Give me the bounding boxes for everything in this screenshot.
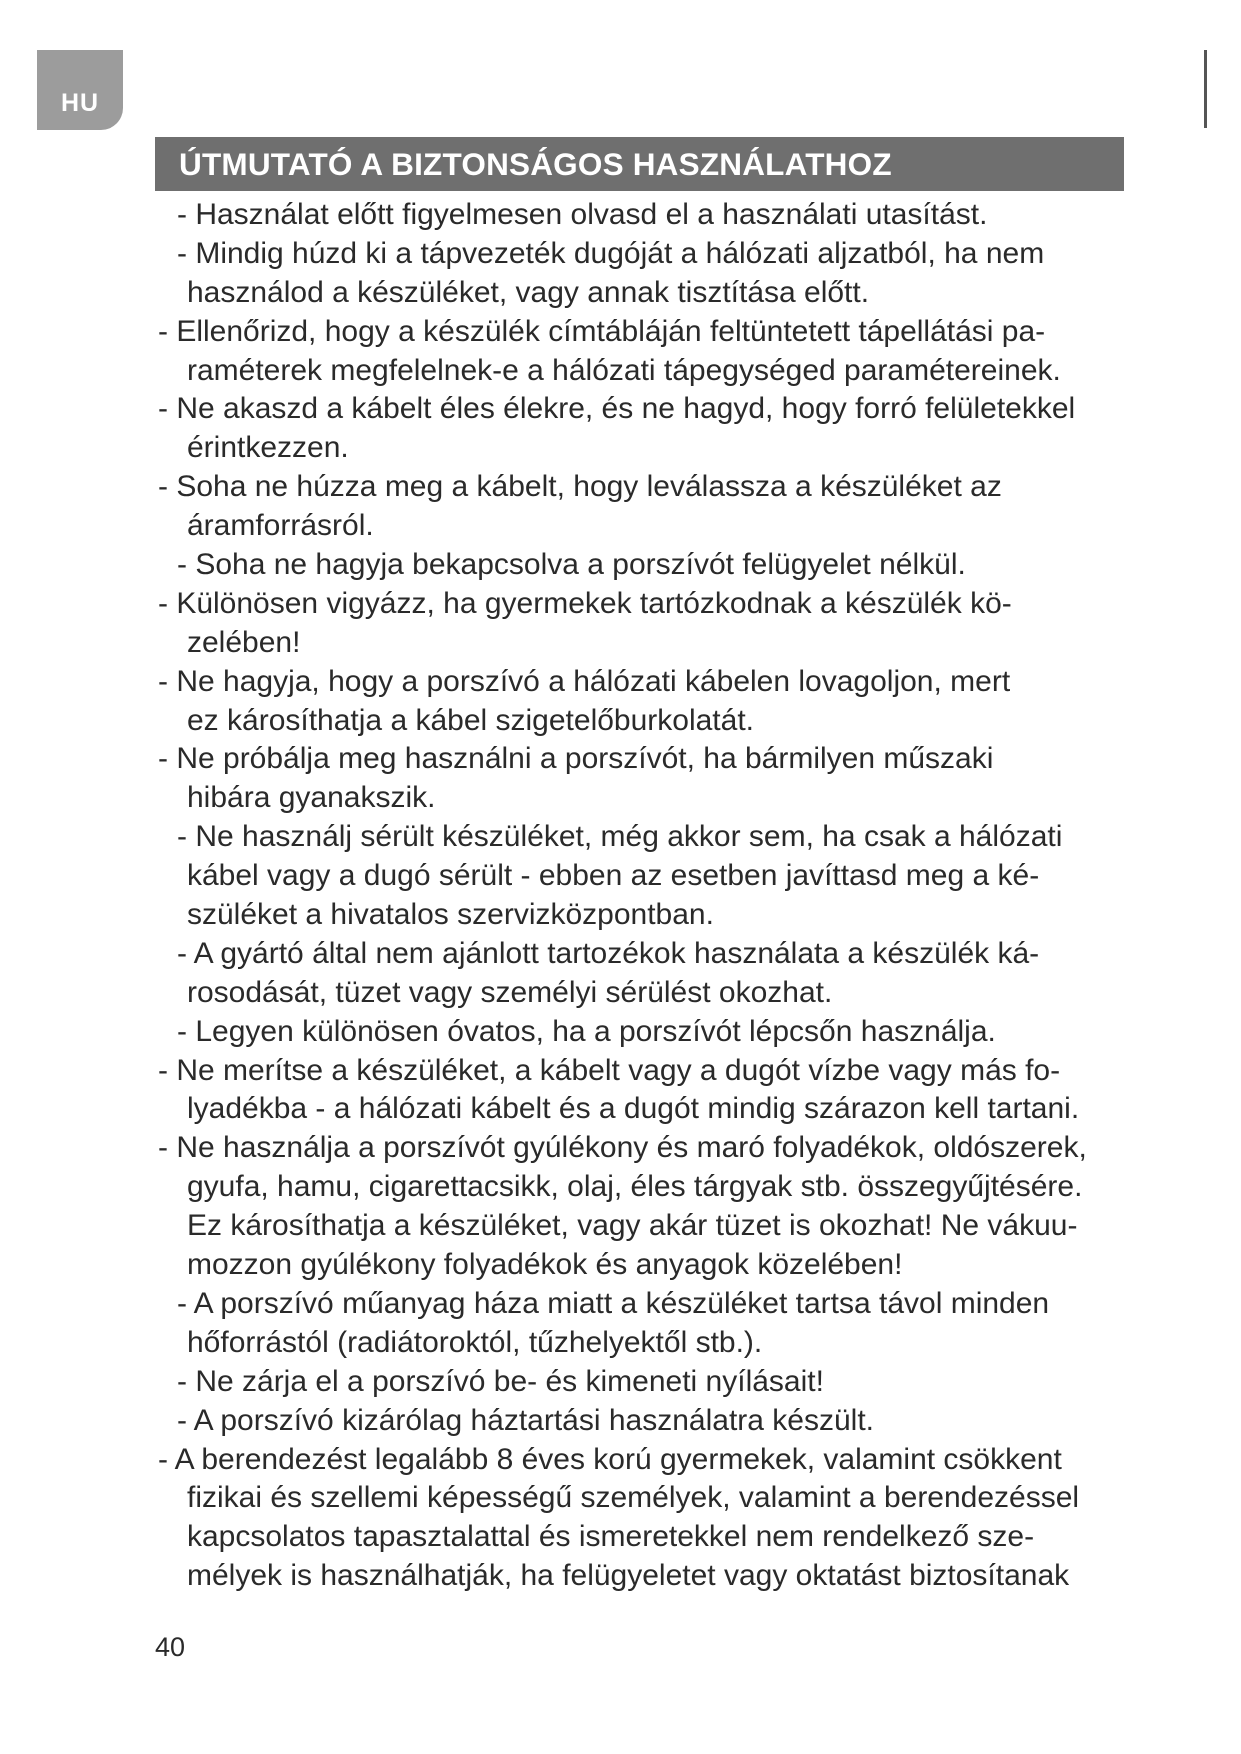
language-code: HU (60, 89, 100, 117)
text-line: használod a készüléket, vagy annak tisztítása előtt. (187, 275, 870, 309)
text-line: - Ne akaszd a kábelt éles élekre, és ne hagyd, hogy forró felületekkel (158, 392, 1076, 426)
text-line: - Használat előtt figyelmesen olvasd el a használati utasítást. (177, 198, 988, 231)
page-number: 40 (155, 1632, 186, 1662)
text-line: hőforrástól (radiátoroktól, tűzhelyektől stb.). (187, 1325, 763, 1359)
text-line: raméterek megfelelnek-e a hálózati tápegységed paramétereinek. (187, 353, 1061, 387)
text-line: Ez károsíthatja a készüléket, vagy akár tüzet is okozhat! Ne vákuu- (187, 1209, 1078, 1243)
language-tab (37, 50, 123, 130)
text-line: - A berendezést legalább 8 éves korú gyermekek, valamint csökkent (158, 1442, 1062, 1476)
text-line: - Legyen különösen óvatos, ha a porszívót lépcsőn használja. (177, 1014, 996, 1048)
text-line: - Soha ne húzza meg a kábelt, hogy leválassza a készüléket az (158, 470, 1002, 504)
text-line: - Ne próbálja meg használni a porszívót, ha bármilyen műszaki (158, 742, 994, 776)
text-line: mélyek is használhatják, ha felügyeletet vagy oktatást biztosítanak (187, 1559, 1070, 1593)
text-line: érintkezzen. (187, 431, 349, 465)
section-heading-bar (155, 137, 1124, 191)
text-line: rosodását, tüzet vagy személyi sérülést okozhat. (187, 975, 833, 1009)
page-edge-divider (1204, 50, 1207, 128)
text-line: mozzon gyúlékony folyadékok és anyagok közelében! (187, 1248, 903, 1282)
text-line: gyufa, hamu, cigarettacsikk, olaj, éles tárgyak stb. összegyűjtésére. (187, 1170, 1083, 1204)
section-heading: ÚTMUTATÓ A BIZTONSÁGOS HASZNÁLATHOZ (179, 145, 892, 182)
text-line: - Ne használja a porszívót gyúlékony és maró folyadékok, oldószerek, (158, 1131, 1087, 1165)
text-line: - Ellenőrizd, hogy a készülék címtábláján feltüntetett tápellátási pa- (158, 314, 1046, 348)
text-line: - A porszívó műanyag háza miatt a készüléket tartsa távol minden (177, 1286, 1050, 1320)
text-line: - Ne hagyja, hogy a porszívó a hálózati kábelen lovagoljon, mert (158, 664, 1011, 698)
text-line: szüléket a hivatalos szervizközpontban. (187, 898, 714, 932)
text-line: - Ne merítse a készüléket, a kábelt vagy a dugót vízbe vagy más fo- (158, 1053, 1061, 1087)
text-line: kapcsolatos tapasztalattal és ismeretekkel nem rendelkező sze- (187, 1520, 1035, 1554)
text-line: fizikai és szellemi képességű személyek, valamint a berendezéssel (187, 1481, 1080, 1515)
text-line: - A porszívó kizárólag háztartási használatra készült. (177, 1403, 875, 1437)
text-line: zelében! (187, 625, 301, 659)
text-line: hibára gyanakszik. (187, 781, 436, 815)
text-line: - Soha ne hagyja bekapcsolva a porszívót felügyelet nélkül. (177, 548, 966, 582)
text-line: - A gyártó által nem ajánlott tartozékok használata a készülék ká- (177, 936, 1040, 970)
text-line: áramforrásról. (187, 509, 374, 543)
text-line: - Különösen vigyázz, ha gyermekek tartózkodnak a készülék kö- (158, 586, 1012, 620)
text-line: ez károsíthatja a kábel szigetelőburkolatát. (187, 703, 754, 737)
text-line: lyadékba - a hálózati kábelt és a dugót mindig szárazon kell tartani. (187, 1092, 1080, 1126)
text-line: - Mindig húzd ki a tápvezeték dugóját a hálózati aljzatból, ha nem (177, 236, 1045, 270)
safety-instructions-list (155, 196, 1155, 1596)
text-line: - Ne zárja el a porszívó be- és kimeneti nyílásait! (177, 1364, 824, 1398)
text-line: kábel vagy a dugó sérült - ebben az esetben javíttasd meg a ké- (187, 859, 1040, 893)
text-line: - Ne használj sérült készüléket, még akkor sem, ha csak a hálózati (177, 820, 1063, 854)
